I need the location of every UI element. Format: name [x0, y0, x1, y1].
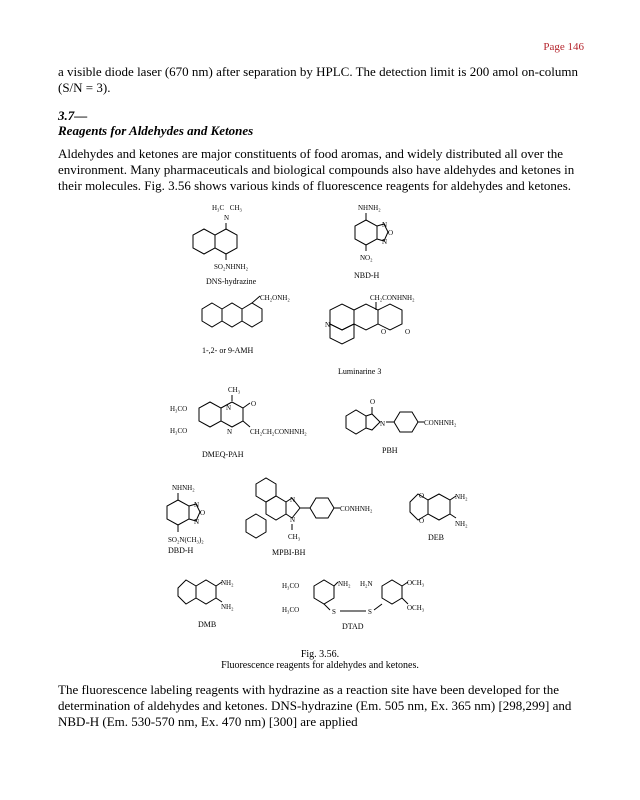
dbd-n1-label: N — [194, 501, 200, 509]
structure-dtad — [282, 579, 425, 631]
paragraph-hydrazine: The fluorescence labeling reagents with hydrazine as a reaction site have been developed for the determination of aldehydes and ketones. DNS-hydrazine (Em. 505 nm, Ex. 365 nm) [298,299] and NBD-H (Em. 530-570 nm, Ex. 470 nm) [300] are applied — [58, 682, 572, 729]
deb-o2-label: O — [419, 517, 425, 525]
dmeq-o-label: O — [251, 400, 257, 408]
dmeq-h3co2-label: H₃CO — [170, 427, 188, 435]
structure-dbd-h — [167, 484, 205, 555]
dmb-nh1-label: NH₂ — [221, 579, 234, 587]
lum-o2-label: O — [405, 328, 411, 336]
dtad-name: DTAD — [342, 622, 364, 631]
lum-n-label: N — [325, 321, 331, 329]
deb-nh2-label: NH₂ — [455, 520, 468, 528]
structure-deb — [410, 492, 468, 542]
structure-luminarine — [325, 294, 415, 376]
dtad-h2n-label: H₂N — [360, 580, 373, 588]
pbh-o-label: O — [370, 398, 376, 406]
structure-mpbi-bh — [246, 478, 373, 557]
dns-n-label: N — [224, 214, 230, 222]
section-number: 3.7— — [58, 108, 88, 123]
structure-pbh — [346, 398, 457, 455]
page-number: Page 146 — [543, 41, 584, 53]
dtad-och1-label: OCH₃ — [407, 579, 425, 587]
figure-number: Fig. 3.56. — [300, 649, 340, 660]
dmeq-chain-label: CH₂CH₂CONHNH₂ — [250, 428, 307, 436]
dbd-name: DBD-H — [168, 546, 194, 555]
nbd-n2-label: N — [382, 238, 388, 246]
dmeq-name: DMEQ-PAH — [202, 450, 244, 459]
dns-sub-label: SO₂NHNH₂ — [214, 263, 249, 271]
deb-o1-label: O — [419, 492, 425, 500]
paragraph-intro: a visible diode laser (670 nm) after separation by HPLC. The detection limit is 200 amol on-column (S/N = 3). — [58, 64, 579, 95]
section-title: Reagents for Aldehydes and Ketones — [58, 123, 254, 138]
dtad-s1-label: S — [332, 608, 336, 616]
amh-sub-label: CH₂ONH₂ — [260, 294, 290, 302]
nbd-sub-label: NO₂ — [360, 254, 373, 262]
nbd-o-label: O — [388, 229, 394, 237]
structure-dmeq-pah — [170, 386, 307, 459]
dmeq-h3co1-label: H₃CO — [170, 405, 188, 413]
amh-name: 1-,2- or 9-AMH — [202, 346, 254, 355]
dbd-n2-label: N — [194, 518, 200, 526]
dmeq-ch3-label: CH₃ — [228, 386, 241, 394]
mpbi-sub-label: CONHNH₂ — [340, 505, 373, 513]
lum-name: Luminarine 3 — [338, 367, 382, 376]
paragraph-aldehydes: Aldehydes and ketones are major constituents of food aromas, and widely distributed all over the environment. Many pharmaceuticals and biological compounds also have aldehydes and ketones in their molecules. Fig. 3.56 shows various kinds of fluorescence reagents for aldehydes and ketones. — [58, 146, 575, 193]
dbd-o-label: O — [200, 509, 206, 517]
dtad-och2-label: OCH₃ — [407, 604, 425, 612]
deb-nh1-label: NH₂ — [455, 493, 468, 501]
structure-dns-hydrazine — [193, 204, 257, 286]
structure-nbd-h — [354, 204, 393, 280]
pbh-name: PBH — [382, 446, 398, 455]
deb-name: DEB — [428, 533, 444, 542]
dtad-h3co1-label: H₃CO — [282, 582, 300, 590]
dtad-s2-label: S — [368, 608, 372, 616]
dbd-top-label: NHNH₂ — [172, 484, 195, 492]
dtad-h3co2-label: H₃CO — [282, 606, 300, 614]
figure-structures — [120, 196, 540, 640]
nbd-n1-label: N — [382, 221, 388, 229]
dmeq-n2-label: N — [227, 428, 233, 436]
mpbi-n2-label: N — [290, 516, 296, 524]
pbh-n-label: N — [380, 420, 386, 428]
mpbi-name: MPBI-BH — [272, 548, 306, 557]
pbh-sub-label: CONHNH₂ — [424, 419, 457, 427]
dbd-sub-label: SO₂N(CH₃)₂ — [168, 536, 204, 544]
dmb-name: DMB — [198, 620, 217, 629]
dmeq-n1-label: N — [226, 404, 232, 412]
figure-caption: Fluorescence reagents for aldehydes and ketones. — [221, 660, 419, 671]
mpbi-n1-label: N — [290, 496, 296, 504]
mpbi-ch3-label: CH₃ — [288, 533, 301, 541]
nbd-top-label: NHNH₂ — [358, 204, 381, 212]
structure-amh — [202, 294, 290, 355]
dmb-nh2-label: NH₂ — [221, 603, 234, 611]
dns-name: DNS-hydrazine — [206, 277, 257, 286]
structure-dmb — [178, 579, 234, 629]
lum-sub-label: CH₂CONHNH₂ — [370, 294, 415, 302]
nbd-name: NBD-H — [354, 271, 380, 280]
dtad-nh1-label: NH₂ — [338, 580, 351, 588]
lum-o-label: O — [381, 328, 387, 336]
dns-top-label: H₃C CH₃ — [212, 204, 242, 212]
